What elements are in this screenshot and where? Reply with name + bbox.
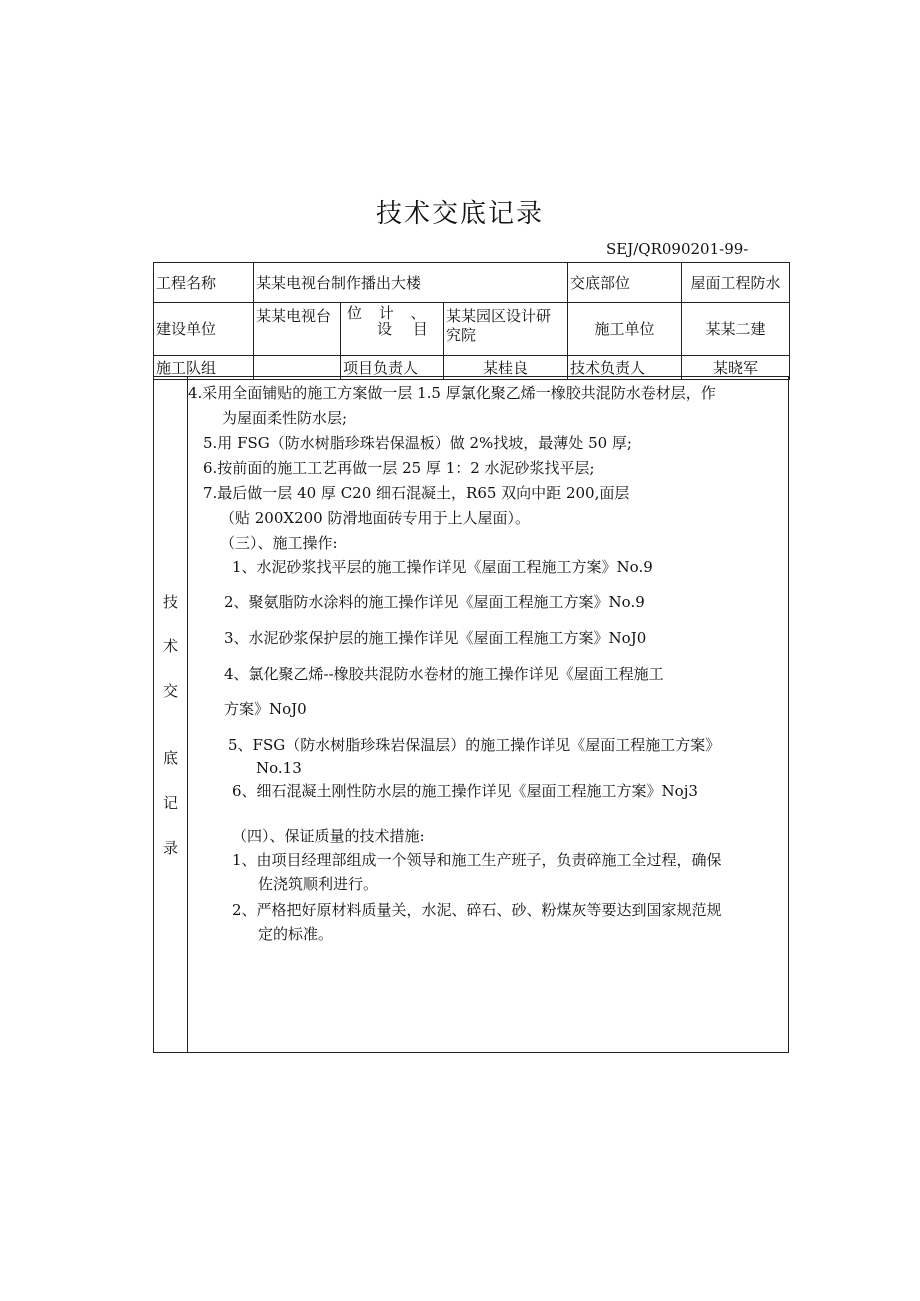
content-line: 5、FSG（防水树脂珍珠岩保温层）的施工操作详见《屋面工程施工方案》 (228, 736, 721, 754)
handover-part-label: 交底部位 (568, 263, 682, 303)
tech-lead-label: 技术负责人 (568, 356, 682, 380)
content-line: 6、细石混凝土刚性防水层的施工操作详见《屋面工程施工方案》Noj3 (232, 782, 698, 800)
side-label-char: 记 (162, 794, 178, 812)
content-line: 3、水泥砂浆保护层的施工操作详见《屋面工程施工方案》NoJ0 (224, 629, 647, 647)
builder-label: 施工单位 (568, 303, 682, 356)
content-line: 为屋面柔性防水层; (222, 409, 348, 427)
page-title: 技术交底记录 (375, 199, 544, 229)
content-line: （贴 200X200 防滑地面砖专用于上人屋面）。 (220, 509, 530, 527)
section-heading: （四）、保证质量的技术措施: (232, 827, 425, 845)
content-line: 2、聚氨脂防水涂料的施工操作详见《屋面工程施工方案》No.9 (224, 593, 645, 611)
tech-lead-value: 某晓军 (682, 356, 790, 380)
team-label: 施工队组 (154, 356, 254, 380)
design-unit-value-line1: 某某园区设计研 (446, 307, 552, 325)
content-line: No.13 (256, 759, 302, 777)
design-unit-value-line2: 究院 (446, 326, 477, 344)
project-name-value: 某某电视台制作播出大楼 (254, 263, 568, 303)
design-unit-label-line1: 位 计 、 (347, 304, 432, 322)
document-code: SEJ/QR090201-99- (606, 240, 749, 258)
content-line: 4.采用全面铺贴的施工方案做一层 1.5 厚氯化聚乙烯一橡胶共混防水卷材层，作 (188, 384, 716, 402)
content-line: 1、水泥砂浆找平层的施工操作详见《屋面工程施工方案》No.9 (232, 558, 653, 576)
content-line: 定的标准。 (258, 925, 334, 943)
handover-content-box (153, 376, 789, 1053)
design-unit-label-line2: 设 目 (377, 320, 436, 338)
side-label-char: 交 (162, 682, 178, 700)
header-table (153, 262, 790, 380)
builder-value: 某某二建 (682, 303, 790, 356)
side-label-char: 底 (162, 749, 178, 767)
section-heading: （三）、施工操作: (220, 534, 338, 552)
construction-unit-label: 建设单位 (154, 303, 254, 356)
content-line: 6.按前面的施工工艺再做一层 25 厚 1：2 水泥砂浆找平层; (203, 459, 595, 477)
side-label-char: 术 (162, 637, 178, 655)
content-line: 1、由项目经理部组成一个领导和施工生产班子，负责碎施工全过程，确保 (232, 851, 722, 869)
content-line: 2、严格把好原材料质量关，水泥、碎石、砂、粉煤灰等要达到国家规范规 (232, 901, 722, 919)
content-line: 7.最后做一层 40 厚 C20 细石混凝土，R65 双向中距 200,面层 (203, 484, 630, 502)
side-label-char: 录 (162, 839, 178, 857)
side-label-column (154, 377, 188, 1052)
content-line: 佐浇筑顺利进行。 (258, 875, 379, 893)
project-name-label: 工程名称 (154, 263, 254, 303)
content-line: 方案》NoJ0 (224, 700, 307, 718)
design-unit-label (341, 303, 444, 356)
construction-unit-value: 某某电视台 (254, 303, 341, 356)
project-lead-value: 某桂良 (444, 356, 568, 380)
content-line: 4、氯化聚乙烯--橡胶共混防水卷材的施工操作详见《屋面工程施工 (224, 665, 664, 683)
content-line: 5.用 FSG（防水树脂珍珠岩保温板）做 2%找坡，最薄处 50 厚; (203, 434, 632, 452)
side-label-char: 技 (162, 593, 178, 611)
design-unit-value (444, 303, 568, 356)
handover-part-value: 屋面工程防水 (682, 263, 790, 303)
project-lead-label: 项目负责人 (341, 356, 444, 380)
